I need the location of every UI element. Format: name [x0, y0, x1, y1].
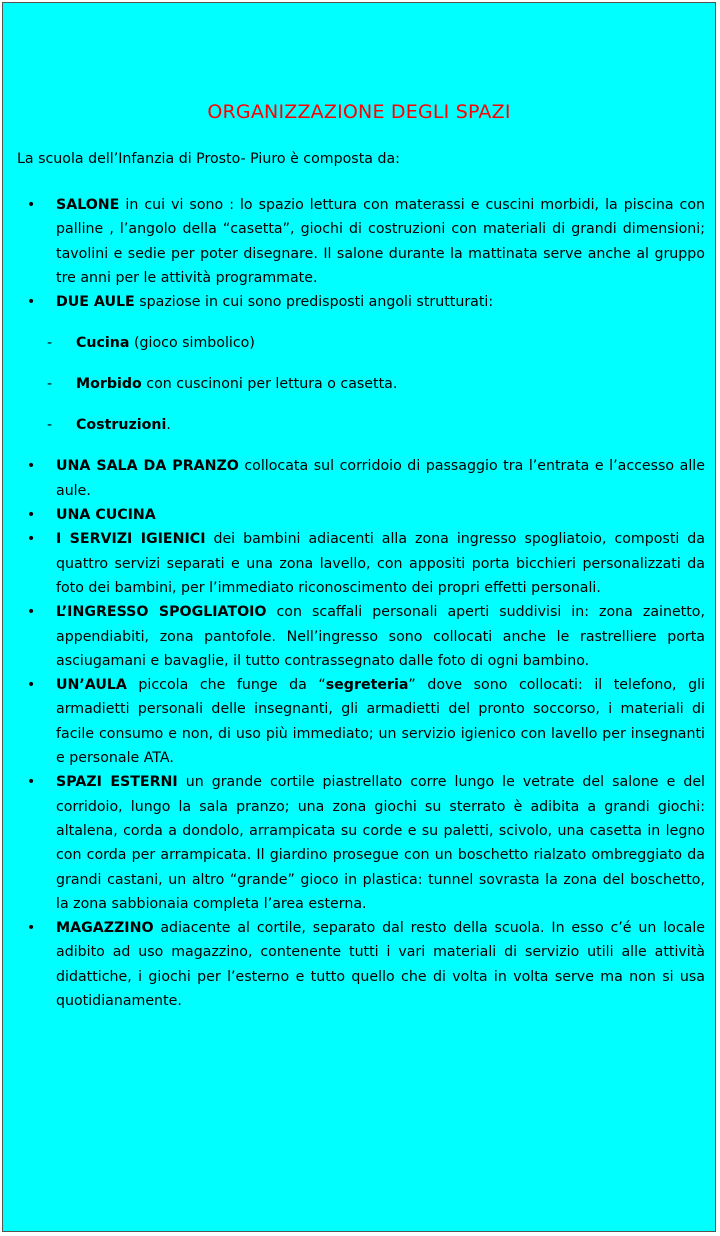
item-text: un grande cortile piastrellato corre lungo le vetrate del salone e del corridoio, lungo la sala pranzo; una zona giochi su sterrato è adibita a grandi giochi: altalena, corda a dondolo, arrampicata su corde e su paletti, scivolo, una casetta in legno con corda per arrampicata. Il giardino prosegue con un boschetto rialzato ombreggiato da grandi castani, un altro “grande” gioco in plastica: tunnel sovrasta la zona del boschetto, la zona sabbionaia completa l’area esterna.	[56, 774, 705, 912]
bullet: •	[27, 920, 36, 937]
bullet: •	[27, 294, 36, 311]
document-page	[2, 2, 716, 1232]
subitem-lead: Costruzioni	[76, 417, 167, 434]
item-text: collocata sul corridoio di passaggio tra l’entrata e l’accesso alle aule.	[56, 458, 705, 499]
subitem-text: con cuscinoni per lettura o casetta.	[141, 376, 398, 393]
bullet: •	[27, 677, 36, 694]
item-lead: UNA CUCINA	[56, 507, 156, 524]
list-item-cucina	[25, 503, 705, 527]
item-text: spaziose in cui sono predisposti angoli strutturati:	[134, 294, 494, 311]
list-item-magazzino	[25, 916, 705, 1013]
item-emphasis: segreteria	[325, 677, 409, 694]
list-item-due-aule	[25, 290, 705, 314]
item-lead: MAGAZZINO	[56, 920, 154, 937]
item-lead: L’INGRESSO SPOGLIATOIO	[56, 604, 267, 621]
item-text: con scaffali personali aperti suddivisi in: zona zainetto, appendiabiti, zona pantofole. Nell’ingresso sono collocati anche le rastrelliere porta asciugamani e bavaglie, il tutto contrassegnato dalle foto di ogni bambino.	[56, 604, 705, 669]
bullet: •	[27, 604, 36, 621]
dash: -	[47, 417, 53, 434]
dash: -	[47, 335, 53, 352]
subitem-cucina	[25, 331, 705, 355]
subitem-costruzioni	[25, 413, 705, 437]
list-item-servizi-igienici	[25, 527, 705, 600]
item-text: piccola che funge da “	[126, 677, 326, 694]
intro-text: La scuola dell’Infanzia di Prosto- Piuro è composta da:	[17, 151, 400, 167]
dash: -	[47, 376, 53, 393]
item-text: dei bambini adiacenti alla zona ingresso spogliatoio, composti da quattro servizi separati e una zona lavello, con appositi porta bicchieri personalizzati da foto dei bambini, per l’immediato riconoscimento dei propri effetti personali.	[56, 531, 705, 596]
subitem-text: .	[166, 417, 171, 434]
list-item-spazi-esterni	[25, 770, 705, 916]
bullet: •	[27, 774, 36, 791]
item-text: adiacente al cortile, separato dal resto della scuola. In esso c’é un locale adibito ad uso magazzino, contenente tutti i vari materiali di servizio utili alle attività didattiche, i giochi per l’esterno e tutto quello che di volta in volta serve ma non si usa quotidianamente.	[56, 920, 705, 1010]
corners-sublist	[25, 331, 705, 437]
item-lead: DUE AULE	[56, 294, 135, 311]
item-lead: I SERVIZI IGIENICI	[56, 531, 206, 548]
bullet: •	[27, 458, 36, 475]
page-title: ORGANIZZAZIONE DEGLI SPAZI	[207, 101, 511, 123]
bullet: •	[27, 531, 36, 548]
subitem-morbido	[25, 372, 705, 396]
list-item-ingresso-spogliatoio	[25, 600, 705, 673]
list-item-salone	[25, 193, 705, 290]
subitem-text: (gioco simbolico)	[129, 335, 255, 352]
item-lead: UN’AULA	[56, 677, 127, 694]
item-lead: SALONE	[56, 197, 120, 213]
item-text: in cui vi sono : lo spazio lettura con materassi e cuscini morbidi, la piscina con palline , l’angolo della “casetta”, giochi di costruzioni con materiali di grandi dimensioni; tavolini e sedie per poter disegnare. Il salone durante la mattinata serve anche al gruppo tre anni per le attività programmate.	[56, 197, 705, 286]
list-item-aula-segreteria	[25, 673, 705, 770]
item-lead: UNA SALA DA PRANZO	[56, 458, 239, 475]
spaces-list	[25, 193, 705, 1013]
item-lead: SPAZI ESTERNI	[56, 774, 178, 791]
list-item-sala-pranzo	[25, 454, 705, 503]
subitem-lead: Morbido	[76, 376, 142, 393]
bullet: •	[27, 507, 36, 524]
subitem-lead: Cucina	[76, 335, 130, 352]
item-text: ” dove sono collocati: il telefono, gli armadietti personali delle insegnanti, gli armadietti del pronto soccorso, i materiali di facile consumo e non, di uso più immediato; un servizio igienico con lavello per insegnanti e personale ATA.	[56, 677, 705, 767]
bullet: •	[27, 197, 36, 213]
